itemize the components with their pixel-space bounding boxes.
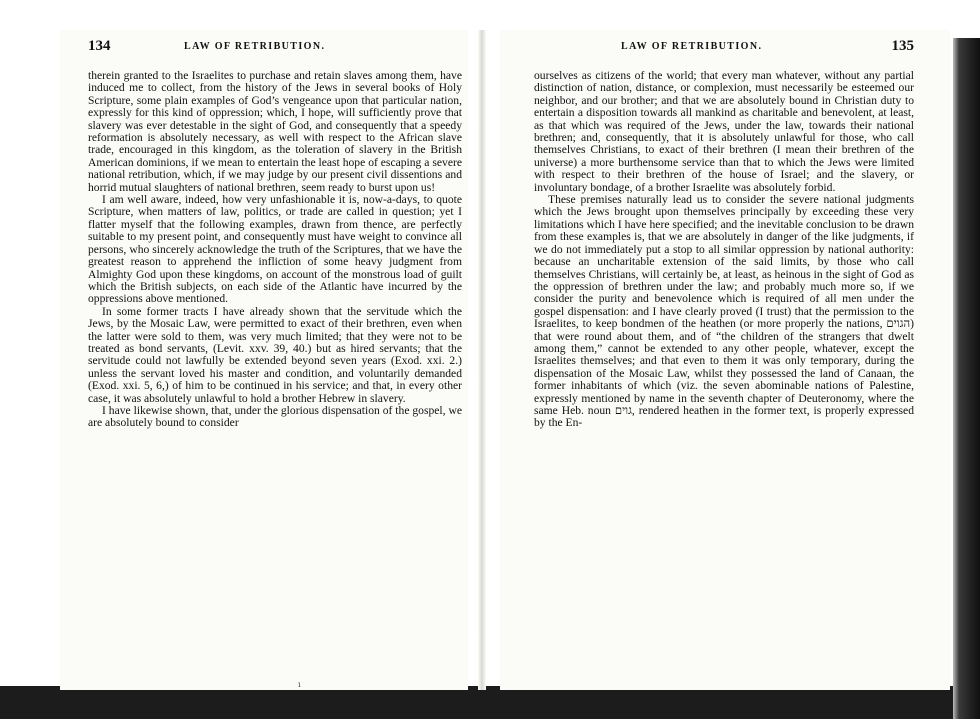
right-page-body bbox=[534, 70, 914, 430]
left-page-header bbox=[88, 38, 462, 56]
right-page bbox=[500, 30, 950, 690]
scanner-shadow-bottom bbox=[0, 686, 980, 719]
right-page-header bbox=[534, 38, 914, 56]
left-page-body bbox=[88, 70, 462, 430]
paragraph: In some former tracts I have already shown that the servitude which the Jews, by the Mosaic Law, were permitted to exact of their brethren, even when the latter were sold to them, was very much limited; that they were not to be treated as bond servants, (Levit. xxv. 39, 40.) but as hired servants; that the servitude could not lawfully be extended beyond seven years (Exod. xxi. 2.) unless the servant loved his master and condition, and voluntarily demanded (Exod. xxi. 5, 6,) of him to be continued in his service; and that, in every other case, it was absolutely unlawful to hold a brother Hebrew in slavery. bbox=[88, 304, 462, 405]
paragraph: I have likewise shown, that, under the glorious dispensation of the gospel, we are absolutely bound to consider bbox=[88, 403, 462, 430]
running-head: LAW OF RETRIBUTION. bbox=[184, 41, 326, 52]
paragraph: I am well aware, indeed, how very unfashionable it is, now-a-days, to quote Scripture, when matters of law, politics, or trade are called in question; yet I flatter myself that the following examples, drawn from thence, are perfectly suitable to my present point, and consequently must have weight to convince all persons, who sincerely acknowledge the truth of the Scriptures, that we have the greatest reason to apprehend the infliction of some heavy judgment from Almighty God upon these kingdoms, on account of the monstrous load of guilt which the British subjects, on each side of the Atlantic have incurred by the oppressions above mentioned. bbox=[88, 193, 462, 306]
book-gutter bbox=[478, 30, 486, 690]
left-page bbox=[60, 30, 468, 690]
ink-speck: ı bbox=[298, 680, 301, 689]
scanner-shadow-right bbox=[953, 38, 980, 719]
page-number: 135 bbox=[891, 38, 914, 54]
page-number: 134 bbox=[88, 38, 111, 54]
running-head: LAW OF RETRIBUTION. bbox=[621, 41, 763, 52]
paragraph: These premises naturally lead us to consider the severe national judgments which the Jews brought upon themselves principally by exceeding these very limitations which I have here specified; and the inevitable conclusion to be drawn from these examples is, that we are absolutely in danger of the like judgments, if we do not immediately put a stop to all similar oppression by national authority: because an uncharitable extension of the said limits, by those who call themselves Christians, will certainly be, at least, as heinous in the sight of God as the oppression of brethren under the law; and probably much more so, if we consider the purity and benevolence which is required of all men under the gospel dispensation: and I have clearly proved (I trust) that the permission to the Israelites, to keep bondmen of the heathen (or more properly the nations, הגוים) that were round about them, and of “the children of the strangers that dwelt among them,” cannot be extended to any other people, whatever, except the Israelites themselves; and that even to them it was only temporary, during the dispensation of the Mosaic Law, whilst they possessed the land of Canaan, the former inhabitants of which (viz. the seven abominable nations of Palestine, expressly mentioned by name in the seventh chapter of Deuteronomy, where the same Heb. noun גוים, rendered heathen in the former text, is properly expressed by the En- bbox=[534, 193, 914, 430]
paragraph: therein granted to the Israelites to purchase and retain slaves among them, have induced me to collect, from the history of the Jews in several books of Holy Scripture, some plain examples of God’s vengeance upon that particular nation, expressly for this kind of oppression; which, I hope, will sufficiently prove that slavery was ever detestable in the sight of God, and consequently that a speedy reformation is absolutely necessary, as well with respect to the African slave trade, encouraged in this kingdom, as the toleration of slavery in the British American dominions, if we mean to entertain the least hope of escaping a severe national retribution, which, if we may judge by our present civil dissentions and horrid mutual slaughters of national brethren, seem ready to burst upon us! bbox=[88, 69, 462, 194]
paragraph: ourselves as citizens of the world; that every man whatever, without any partial distinction of nation, distance, or complexion, must necessarily be esteemed our neighbor, and our brother; and that we are absolutely bound in Christian duty to entertain a disposition towards all mankind as charitable and benevolent, at least, as that which was required of the Jews, under the law, towards their national brethren; and, consequently, that it is absolutely unlawful for those, who call themselves Christians, to exact of their brethren (I mean their brethren of the universe) a more burthensome service than that to which the Jews were limited with respect to their brethren of the house of Israel; and the slavery, or involuntary bondage, of a brother Israelite was absolutely forbid. bbox=[534, 69, 914, 194]
